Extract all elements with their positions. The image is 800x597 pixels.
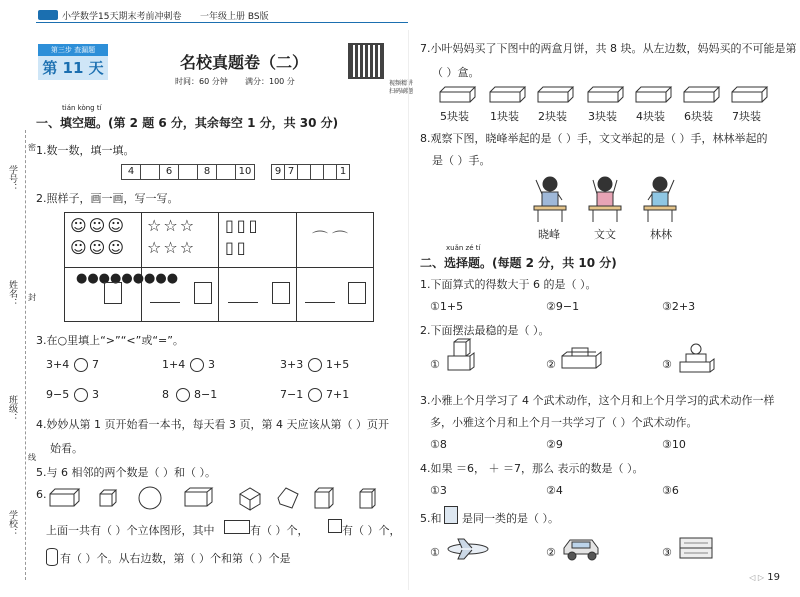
class-label: 班级：	[7, 395, 17, 422]
box-label: 3块装	[588, 110, 617, 123]
binding-line	[25, 130, 26, 580]
page-number-text: 19	[767, 572, 780, 583]
compare-circle[interactable]	[308, 388, 322, 402]
compare-circle[interactable]	[190, 358, 204, 372]
day-badge	[38, 44, 108, 84]
page-gutter	[408, 30, 409, 590]
c4-opt[interactable]: ②4	[546, 484, 563, 497]
qr-caption-2: 扫码刷题	[389, 88, 414, 95]
box-label: 6块装	[684, 110, 713, 123]
count-box[interactable]	[194, 282, 212, 304]
answer-line[interactable]	[305, 302, 335, 303]
smiley-icon-row2: ☺☺☺	[70, 238, 127, 257]
seq-cell: 1	[336, 164, 350, 180]
c3-opt[interactable]: ②9	[546, 438, 563, 451]
seq-cell[interactable]	[310, 164, 324, 180]
q6-num: 6.	[36, 488, 47, 501]
c5-opt[interactable]: ③	[662, 546, 672, 559]
c2-opt[interactable]: ②	[546, 358, 556, 371]
c2-opt[interactable]: ①	[430, 358, 440, 371]
q6-line1: 上面一共有（ ）个立体图形，其中	[46, 524, 215, 537]
seal-mark-1: 密	[28, 143, 36, 152]
box-label: 2块装	[538, 110, 567, 123]
series-logo	[38, 10, 58, 20]
answer-line[interactable]	[150, 302, 180, 303]
student-no-label: 学号：	[7, 165, 17, 192]
name-label: 姓名：	[7, 280, 17, 307]
sec1-title: 一、填空题。(第 2 题 6 分，其余每空 1 分，共 30 分)	[36, 116, 339, 130]
seq-cell: 8	[197, 164, 217, 180]
answer-line[interactable]	[228, 302, 258, 303]
box-label: 5块装	[440, 110, 469, 123]
kid-name: 林林	[650, 228, 672, 241]
q3-text: 3.在○里填上“>”“<”或“=”。	[36, 334, 184, 347]
q4-text-2: 始看。	[50, 442, 83, 455]
c5-text: 5.和	[420, 512, 442, 525]
seq-cell: 6	[159, 164, 179, 180]
c1-opt[interactable]: ①1+5	[430, 300, 464, 313]
book-stack-icon	[678, 536, 714, 562]
c4-text: 4.如果 ＝6， ＋ ＝7，那么 表示的数是（ ）。	[420, 462, 644, 475]
c2-opt[interactable]: ③	[662, 358, 672, 371]
badge-top-label: 第三步 查漏题	[38, 44, 108, 56]
stack-illustration-3	[678, 342, 714, 376]
day-label: 第 11 天	[38, 56, 108, 80]
c1-opt[interactable]: ③2+3	[662, 300, 696, 313]
page-number	[740, 572, 780, 583]
paper-title: 名校真题卷（二）	[180, 53, 309, 72]
count-box[interactable]	[104, 282, 122, 304]
c3-opt[interactable]: ③10	[662, 438, 686, 451]
seal-mark-3: 线	[28, 453, 36, 462]
q4-text: 4.妙妙从第 1 页开始看一本书，每天看 3 页，第 4 天应该从第（ ）页开	[36, 418, 389, 431]
c3-text-2: 多，小雅这个月和上个月一共学习了（ ）个武术动作。	[430, 416, 698, 429]
c2-text: 2.下面摆法最稳的是（ ）。	[420, 324, 550, 337]
compare-circle[interactable]	[308, 358, 322, 372]
sec2-title: 二、选择题。(每题 2 分，共 10 分)	[420, 256, 617, 270]
sec2-pinyin: xuǎn zé tí	[446, 244, 481, 252]
q7-text: 7.小叶妈妈买了下图中的两盒月饼，共 8 块。从左边数，妈妈买的不可能是第	[420, 42, 797, 55]
car-icon	[562, 536, 602, 562]
compare-circle[interactable]	[74, 388, 88, 402]
kid-name: 文文	[594, 228, 616, 241]
q5-text: 5.与 6 相邻的两个数是（ ）和（ ）。	[36, 466, 216, 479]
seq-cell[interactable]	[178, 164, 198, 180]
seq-cell[interactable]	[216, 164, 236, 180]
cube-icon	[328, 519, 342, 533]
seq-cell: 9	[271, 164, 285, 180]
q8-text-2: 是（ ）手。	[432, 154, 491, 167]
score-info: 满分：100 分	[245, 77, 295, 86]
c3-text: 3.小雅上个月学习了 4 个武术动作，这个月和上个月学习的武术动作一样	[420, 394, 775, 407]
kids-illustration	[530, 174, 690, 224]
kid-name: 晓峰	[538, 228, 560, 241]
c3-opt[interactable]: ①8	[430, 438, 447, 451]
seq-cell[interactable]	[297, 164, 311, 180]
dots-example: ●●●●●●●●●	[76, 271, 179, 286]
count-box[interactable]	[272, 282, 290, 304]
seq-cell[interactable]	[323, 164, 337, 180]
q6-shapes	[50, 484, 390, 514]
stack-illustration-2	[562, 346, 602, 376]
c5-text-2: 是同一类的是（ ）。	[462, 512, 559, 525]
q3-expr: 3+4	[46, 358, 70, 371]
seq-cell: 10	[235, 164, 255, 180]
stack-illustration-1	[446, 340, 476, 374]
c1-opt[interactable]: ②9−1	[546, 300, 580, 313]
seq-cell: 7	[284, 164, 298, 180]
school-label: 学校：	[7, 510, 17, 537]
box-label: 1块装	[490, 110, 519, 123]
cylinder-icon	[46, 548, 58, 566]
q1-text: 1.数一数，填一填。	[36, 144, 135, 157]
cylinder-icon-row2: ▯▯	[225, 238, 249, 257]
time-info: 时间：60 分钟	[175, 77, 228, 86]
page-arrow-icon: ◁ ▷	[749, 573, 765, 582]
box-label: 4块装	[636, 110, 665, 123]
q6-line2: 有（ ）个。从右边数，第（ ）个和第（ ）个是	[60, 552, 291, 565]
c4-opt[interactable]: ①3	[430, 484, 447, 497]
c1-text: 1.下面算式的得数大于 6 的是（ ）。	[420, 278, 597, 291]
box-label: 7块装	[732, 110, 761, 123]
q2-text: 2.照样子，画一画，写一写。	[36, 192, 179, 205]
series-title: 小学数学15天期末考前冲刺卷	[62, 12, 182, 22]
cylinder-icon: ▯▯▯	[225, 216, 261, 235]
sec1-pinyin: tián kòng tí	[62, 104, 102, 112]
book-icon	[444, 506, 458, 524]
c4-opt[interactable]: ③6	[662, 484, 679, 497]
q8-text: 8.观察下图，晓峰举起的是（ ）手，文文举起的是（ ）手，林林举起的	[420, 132, 768, 145]
banana-icon: ⌒⌒	[312, 229, 353, 248]
seal-mark-2: 封	[28, 293, 36, 302]
seq-cell: 4	[121, 164, 141, 180]
airplane-icon	[446, 538, 490, 560]
header-rule	[36, 22, 408, 23]
grade-label: 一年级上册 BS版	[200, 12, 269, 22]
star-icon: ☆☆☆	[147, 216, 197, 235]
compare-circle[interactable]	[176, 388, 190, 402]
count-box[interactable]	[348, 282, 366, 304]
q7-text-2: （ ）盒。	[432, 66, 480, 79]
qr-code[interactable]	[350, 45, 382, 77]
seq-cell[interactable]	[140, 164, 160, 180]
c5-opt[interactable]: ①	[430, 546, 440, 559]
star-icon-row2: ☆☆☆	[147, 238, 197, 257]
c5-opt[interactable]: ②	[546, 546, 556, 559]
qr-caption: 视频精讲	[389, 80, 414, 87]
cuboid-icon	[224, 520, 250, 534]
smiley-icon: ☺☺☺	[70, 216, 127, 235]
compare-circle[interactable]	[74, 358, 88, 372]
